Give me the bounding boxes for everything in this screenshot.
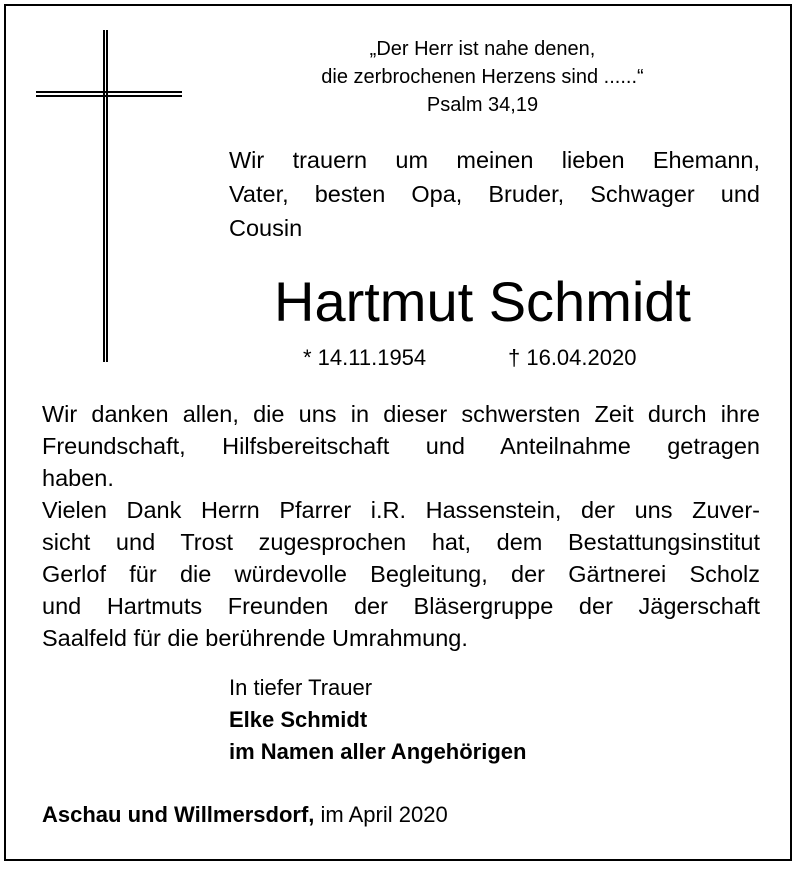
birth-date: * 14.11.1954: [303, 345, 427, 370]
signature-name: Elke Schmidt: [229, 707, 368, 732]
place-location: Aschau und Willmersdorf,: [42, 802, 315, 827]
quote-line-1: „Der Herr ist nahe denen,: [369, 38, 596, 60]
cross-vertical-beam: [103, 30, 108, 362]
intro-line-2: Vater, besten Opa, Bruder, Schwager und: [229, 181, 760, 207]
mourning-intro: [229, 143, 760, 245]
thanks-paragraph: [42, 398, 760, 654]
bible-quote: [230, 35, 735, 119]
quote-source: Psalm 34,19: [426, 94, 539, 116]
thanks-line: und Hartmuts Freunden der Bläsergruppe der Jägerschaft: [42, 593, 760, 619]
place-date: im April 2020: [320, 802, 448, 827]
thanks-line: haben.: [42, 465, 114, 491]
death-date: † 16.04.2020: [508, 345, 637, 370]
thanks-line: Wir danken allen, die uns in dieser schwersten Zeit durch ihre: [42, 401, 760, 427]
signature-family: im Namen aller Angehörigen: [229, 739, 527, 764]
thanks-line: Freundschaft, Hilfsbereitschaft und Anteilnahme getragen: [42, 433, 760, 459]
thanks-line: Vielen Dank Herrn Pfarrer i.R. Hassenstein, der uns Zuver-: [42, 497, 760, 523]
thanks-line: sicht und Trost zugesprochen hat, dem Bestattungsinstitut: [42, 529, 760, 555]
signature-block: [229, 672, 526, 768]
intro-line-3: Cousin: [229, 215, 303, 241]
intro-line-1: Wir trauern um meinen lieben Ehemann,: [229, 147, 760, 173]
thanks-line: Gerlof für die würdevolle Begleitung, der Gärtnerei Scholz: [42, 561, 760, 587]
signature-closing: In tiefer Trauer: [229, 675, 373, 700]
thanks-line: Saalfeld für die berührende Umrahmung.: [42, 625, 468, 651]
place-and-date: [42, 800, 448, 830]
deceased-name: Hartmut Schmidt: [274, 270, 691, 333]
cross-horizontal-beam: [36, 91, 182, 97]
quote-line-2: die zerbrochenen Herzens sind ......“: [321, 66, 644, 88]
